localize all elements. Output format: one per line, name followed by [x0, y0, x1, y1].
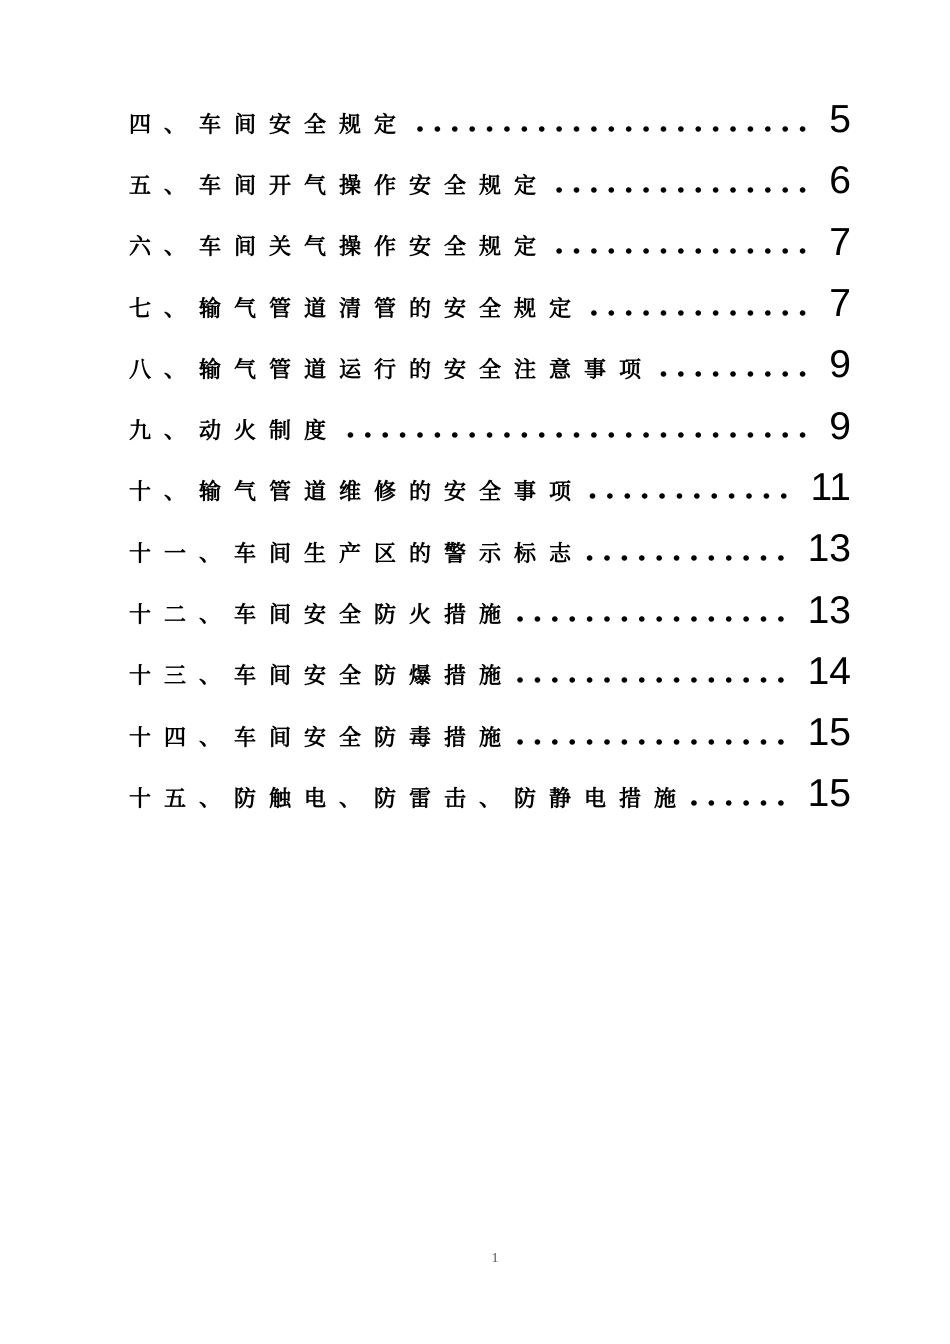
dot-leader [549, 186, 811, 194]
toc-entry-title: 十、输气管道维修的安全事项 [129, 479, 585, 506]
toc-entry-title: 十三、车间安全防爆措施 [129, 663, 515, 690]
dot-leader [584, 492, 792, 500]
dot-leader [584, 554, 790, 562]
dot-leader [654, 370, 811, 378]
toc-entry-4[interactable] [129, 92, 851, 153]
dot-leader [409, 125, 811, 133]
toc-entry-title: 四、车间安全规定 [129, 111, 410, 138]
table-of-contents [129, 92, 851, 828]
dot-leader [339, 431, 811, 439]
toc-entry-title: 十一、车间生产区的警示标志 [129, 540, 585, 567]
toc-entry-11[interactable] [129, 521, 851, 582]
toc-entry-page: 5 [829, 98, 851, 142]
toc-entry-page: 14 [807, 649, 851, 693]
toc-entry-title: 九、动火制度 [129, 418, 340, 445]
dot-leader [689, 799, 790, 807]
toc-entry-page: 9 [829, 404, 851, 448]
toc-entry-5[interactable] [129, 153, 851, 214]
toc-entry-page: 13 [807, 588, 851, 632]
toc-entry-page: 6 [829, 159, 851, 203]
toc-entry-8[interactable] [129, 337, 851, 398]
toc-entry-page: 7 [829, 282, 851, 326]
toc-entry-15[interactable] [129, 766, 851, 827]
toc-entry-10[interactable] [129, 460, 851, 521]
toc-entry-title: 十二、车间安全防火措施 [129, 602, 515, 629]
toc-entry-page: 9 [829, 343, 851, 387]
toc-entry-title: 十五、防触电、防雷击、防静电措施 [129, 785, 690, 812]
toc-entry-14[interactable] [129, 705, 851, 766]
toc-entry-title: 八、输气管道运行的安全注意事项 [129, 356, 655, 383]
toc-entry-12[interactable] [129, 582, 851, 643]
toc-entry-9[interactable] [129, 398, 851, 459]
toc-entry-13[interactable] [129, 644, 851, 705]
toc-entry-title: 七、输气管道清管的安全规定 [129, 295, 585, 322]
page-number: 1 [491, 1251, 499, 1266]
toc-entry-title: 五、车间开气操作安全规定 [129, 172, 550, 199]
dot-leader [549, 247, 811, 255]
dot-leader [514, 738, 790, 746]
toc-entry-page: 15 [807, 772, 851, 816]
toc-entry-title: 六、车间关气操作安全规定 [129, 234, 550, 261]
toc-entry-page: 11 [810, 465, 851, 509]
dot-leader [514, 676, 790, 684]
toc-entry-7[interactable] [129, 276, 851, 337]
dot-leader [514, 615, 790, 623]
toc-entry-page: 15 [807, 711, 851, 755]
toc-entry-page: 7 [829, 220, 851, 264]
dot-leader [584, 309, 811, 317]
toc-entry-6[interactable] [129, 215, 851, 276]
toc-entry-page: 13 [807, 527, 851, 571]
toc-entry-title: 十四、车间安全防毒措施 [129, 724, 515, 751]
